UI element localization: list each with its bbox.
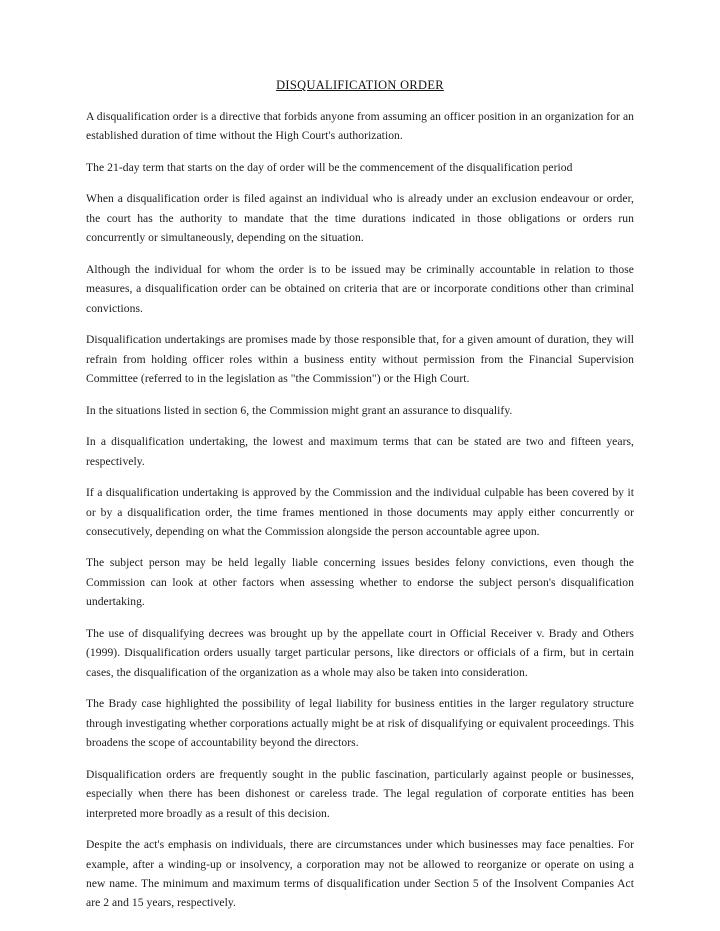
paragraph: The use of disqualifying decrees was brought up by the appellate court in Official Receiver v. Brady and Others (1999). Disqualification orders usually target particular persons, like directors or officials of a firm, but in certain cases, the disqualification of the organization as a whole may also be taken into consideration. xyxy=(86,626,634,679)
paragraph: In a disqualification undertaking, the lowest and maximum terms that can be stated are two and fifteen years, respectively. xyxy=(86,435,634,468)
paragraph: When a disqualification order is filed against an individual who is already under an exclusion endeavour or order, the court has the authority to mandate that the time durations indicated in those obligations or orders run concurrently or simultaneously, depending on the situation. xyxy=(86,192,634,245)
paragraph: The subject person may be held legally liable concerning issues besides felony convictions, even though the Commission can look at other factors when assessing whether to endorse the subject person's disqualification undertaking. xyxy=(86,556,634,609)
paragraph: Despite the act's emphasis on individuals, there are circumstances under which businesses may face penalties. For example, after a winding-up or insolvency, a corporation may not be allowed to reorganize or operate on using a new name. The minimum and maximum terms of disqualification under Section 5 of the Insolvent Companies Act are 2 and 15 years, respectively. xyxy=(86,838,634,910)
paragraph: In the situations listed in section 6, the Commission might grant an assurance to disqualify. xyxy=(86,403,513,417)
page-title: DISQUALIFICATION ORDER xyxy=(276,78,444,92)
paragraph: Disqualification orders are frequently sought in the public fascination, particularly against people or businesses, especially when there has been dishonest or careless trade. The legal regulation of corporate entities has been interpreted more broadly as a result of this decision. xyxy=(86,767,634,820)
paragraph: A disqualification order is a directive that forbids anyone from assuming an officer position in an organization for an established duration of time without the High Court's authorization. xyxy=(86,110,634,143)
paragraph: The Brady case highlighted the possibility of legal liability for business entities in the larger regulatory structure through investigating whether corporations actually might be at risk of disqualifying or equivalent proceedings. This broadens the scope of accountability beyond the directors. xyxy=(86,697,634,750)
paragraph: Although the individual for whom the order is to be issued may be criminally accountable in relation to those measures, a disqualification order can be obtained on criteria that are or incorporate conditions other than criminal convictions. xyxy=(86,262,634,315)
paragraph: The 21-day term that starts on the day of order will be the commencement of the disqualification period xyxy=(86,160,573,174)
paragraph: If a disqualification undertaking is approved by the Commission and the individual culpable has been covered by it or by a disqualification order, the time frames mentioned in those documents may apply either concurrently or consecutively, depending on what the Commission alongside the person accountable agree upon. xyxy=(86,486,634,538)
paragraph: Disqualification undertakings are promises made by those responsible that, for a given amount of duration, they will refrain from holding officer roles within a business entity without permission from the Financial Supervision Committee (referred to in the legislation as "the Commission") or the High Court. xyxy=(86,333,634,386)
